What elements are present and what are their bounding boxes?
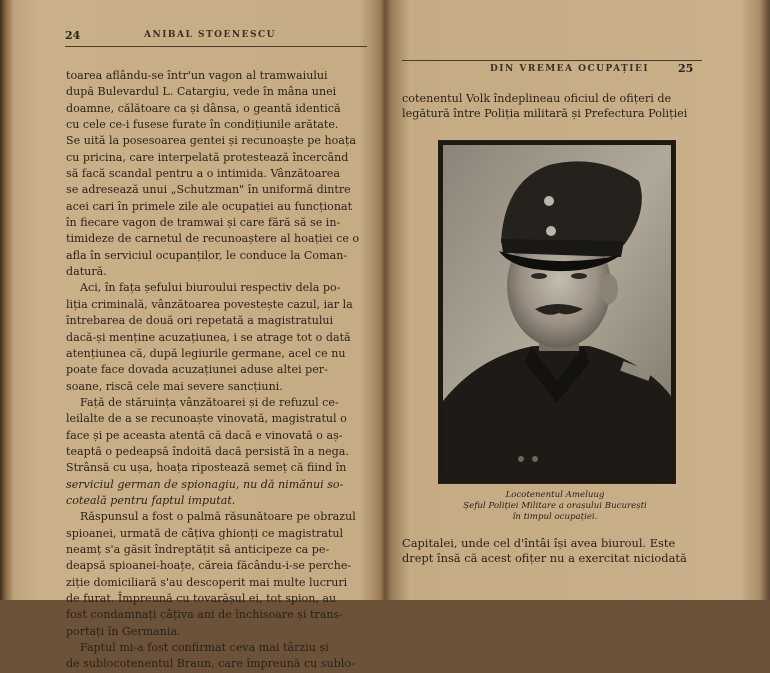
text-line: face și pe aceasta atentă că dacă e vinovată o aș- [66, 428, 343, 442]
text-line: dacă-și menține acuzațiunea, i se atrage tot o dată [66, 330, 351, 344]
portrait-photo [438, 140, 676, 484]
text-line: soane, riscă cele mai severe sancțiuni. [66, 379, 283, 393]
text-line: serviciul german de spionagiu, nu dă nimănui so- [66, 477, 344, 491]
text-line: timideze de carnetul de recunoaștere al hoației ce o [66, 232, 360, 246]
text-line: neamț s'a găsit îndreptățit să anticipeze ca pe- [66, 542, 330, 556]
text-line: întrebarea de două ori repetată a magistratului [66, 314, 334, 328]
body-text-bottom [402, 536, 702, 566]
text-line: leilalte de a se recunoaște vinovată, magistratul o [66, 412, 347, 426]
text-line: ziție domiciliară s'au descoperit mai multe lucruri [66, 575, 348, 589]
page-number: 25 [678, 62, 694, 75]
running-head: ANIBAL STOENESCU [144, 30, 276, 40]
page-number: 24 [65, 29, 81, 42]
text-line: Strânsă cu ușa, hoața ripostează semeț că fiind în [66, 461, 347, 475]
text-line: cu pricina, care interpelată protestează încercând [66, 150, 349, 164]
text-line: acei cari în primele zile ale ocupației au funcționat [66, 199, 353, 213]
text-line: legătură între Poliția militară și Prefectura Poliției [402, 107, 688, 120]
header-rule [65, 46, 367, 47]
left-page [16, 0, 380, 671]
officer-portrait-image [439, 141, 675, 483]
text-line: Capitalei, unde cel d'întâi își avea biuroul. Este [402, 536, 676, 550]
text-line: în fiecare vagon de tramwai și care fără să se in- [66, 216, 341, 230]
text-line: drept însă că acest ofițer nu a exercitat niciodată [402, 551, 687, 565]
text-line: după Bulevardul L. Catargiu, vede în mâna unei [66, 85, 337, 99]
text-line: să facă scandal pentru a o intimida. Vânzătoarea [66, 167, 340, 181]
text-line: liția criminală, vânzătoarea povestește cazul, iar la [66, 297, 353, 311]
text-line: cu cele ce-i fusese furate în condițiunile arătate. [66, 118, 339, 132]
text-line: fost condamnați câțiva ani de închisoare și trans- [66, 608, 344, 622]
text-line: spioanei, urmată de câțiva ghionți ce magistratul [66, 526, 344, 540]
header-rule [402, 60, 702, 61]
text-line: Față de stăruința vânzătoarei și de refuzul ce- [80, 395, 339, 409]
text-line: Aci, în fața șefului biuroului respectiv dela po- [80, 281, 341, 295]
text-line: afla în serviciul ocupanților, le conduce la Coman- [66, 248, 348, 262]
text-line: cotenentul Volk îndeplineau oficiul de ofițeri de [402, 92, 672, 105]
text-line: doamne, călătoare ca și dânsa, o geantă identică [66, 101, 341, 115]
text-line: atențiunea că, după legiurile germane, acel ce nu [66, 346, 346, 360]
text-line: se adresează unui „Schutzman" în uniformă dintre [66, 183, 351, 197]
text-line: toarea aflându-se într'un vagon al tramwaiului [66, 69, 328, 82]
text-line: Răspunsul a fost o palmă răsunătoare pe obrazul [80, 510, 356, 524]
running-head: DIN VREMEA OCUPAȚIEI [490, 64, 650, 74]
caption-line: Locotenentul Ameluug [505, 490, 605, 500]
text-line: Faptul mi-a fost confirmat ceva mai târziu și [80, 641, 329, 655]
text-line: datură. [66, 265, 107, 279]
caption-line: Șeful Poliției Militare a orașului București [463, 501, 647, 511]
text-line: coteală pentru faptul imputat. [66, 493, 236, 507]
body-text [66, 68, 372, 673]
text-line: teaptă o pedeapsă îndoită dacă persistă în a nega. [66, 444, 349, 458]
body-text-top [402, 91, 702, 121]
text-line: de sublocotenentul Braun, care împreună cu sublo- [66, 657, 355, 671]
text-line: Se uită la posesoarea gentei și recunoaște pe hoața [66, 134, 356, 148]
text-line: poate face dovada acuzațiunei aduse altei per- [66, 363, 328, 377]
text-line: de furat. Împreună cu tovarășul ei, tot spion, au [66, 592, 337, 605]
right-page [390, 0, 758, 600]
photo-caption [430, 490, 680, 523]
text-line: portați în Germania. [66, 624, 181, 638]
text-line: deapsă spioanei-hoațe, căreia făcându-i-se perche- [66, 559, 352, 573]
caption-line: în timpul ocupației. [512, 512, 598, 522]
